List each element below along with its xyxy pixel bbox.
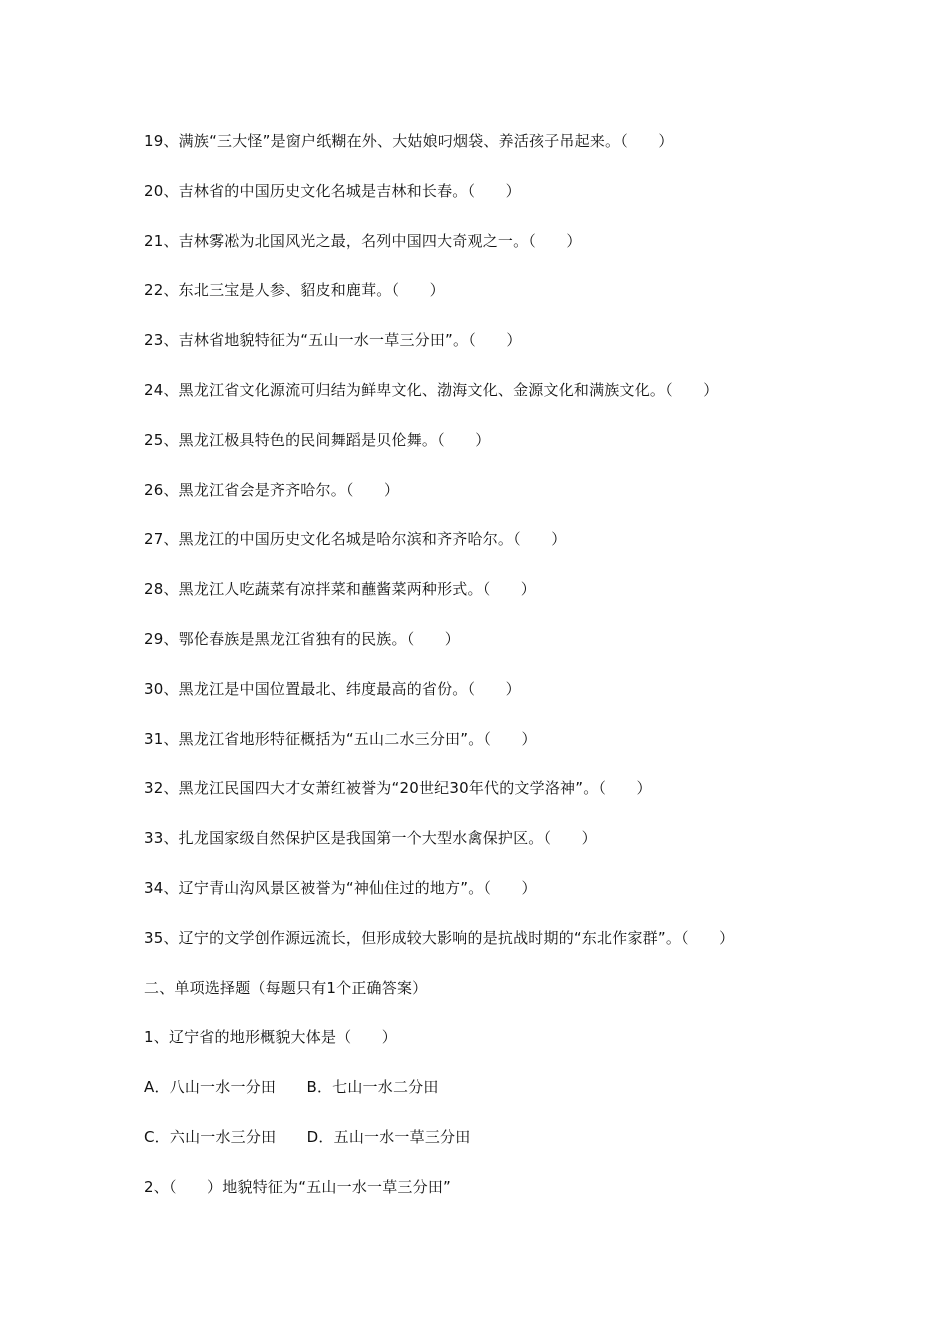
- choice-options-ab: A．八山一水一分田 B．七山一水二分田: [144, 1078, 439, 1097]
- choice-question-2: 2、（ ）地貌特征为“五山一水一草三分田”: [144, 1177, 451, 1196]
- question-23: 23、吉林省地貌特征为“五山一水一草三分田”。（ ）: [144, 331, 522, 350]
- question-27: 27、黑龙江的中国历史文化名城是哈尔滨和齐齐哈尔。（ ）: [144, 530, 567, 549]
- question-28: 28、黑龙江人吃蔬菜有凉拌菜和蘸酱菜两种形式。（ ）: [144, 580, 536, 599]
- question-32: 32、黑龙江民国四大才女萧红被誉为“20世纪30年代的文学洛神”。（ ）: [144, 779, 652, 798]
- choice-question-1: 1、辽宁省的地形概貌大体是（ ）: [144, 1028, 397, 1047]
- question-19: 19、满族“三大怪”是窗户纸糊在外、大姑娘叼烟袋、养活孩子吊起来。（ ）: [144, 132, 674, 150]
- question-22: 22、东北三宝是人参、貂皮和鹿茸。（ ）: [144, 281, 445, 300]
- section-heading: 二、单项选择题（每题只有1个正确答案）: [144, 978, 428, 997]
- question-26: 26、黑龙江省会是齐齐哈尔。（ ）: [144, 480, 400, 499]
- question-31: 31、黑龙江省地形特征概括为“五山二水三分田”。（ ）: [144, 729, 537, 748]
- question-24: 24、黑龙江省文化源流可归结为鲜卑文化、渤海文化、金源文化和满族文化。（ ）: [144, 380, 719, 399]
- question-33: 33、扎龙国家级自然保护区是我国第一个大型水禽保护区。（ ）: [144, 829, 597, 848]
- question-20: 20、吉林省的中国历史文化名城是吉林和长春。（ ）: [144, 181, 521, 200]
- question-35: 35、辽宁的文学创作源远流长，但形成较大影响的是抗战时期的“东北作家群”。（ ）: [144, 928, 735, 947]
- question-34: 34、辽宁青山沟风景区被誉为“神仙住过的地方”。（ ）: [144, 878, 537, 897]
- document-body: [144, 128, 864, 1224]
- question-29: 29、鄂伦春族是黑龙江省独有的民族。（ ）: [144, 629, 460, 648]
- question-30: 30、黑龙江是中国位置最北、纬度最高的省份。（ ）: [144, 679, 521, 698]
- question-25: 25、黑龙江极具特色的民间舞蹈是贝伦舞。（ ）: [144, 430, 491, 449]
- question-21: 21、吉林雾凇为北国风光之最，名列中国四大奇观之一。（ ）: [144, 231, 582, 250]
- choice-options-cd: C．六山一水三分田 D．五山一水一草三分田: [144, 1127, 471, 1146]
